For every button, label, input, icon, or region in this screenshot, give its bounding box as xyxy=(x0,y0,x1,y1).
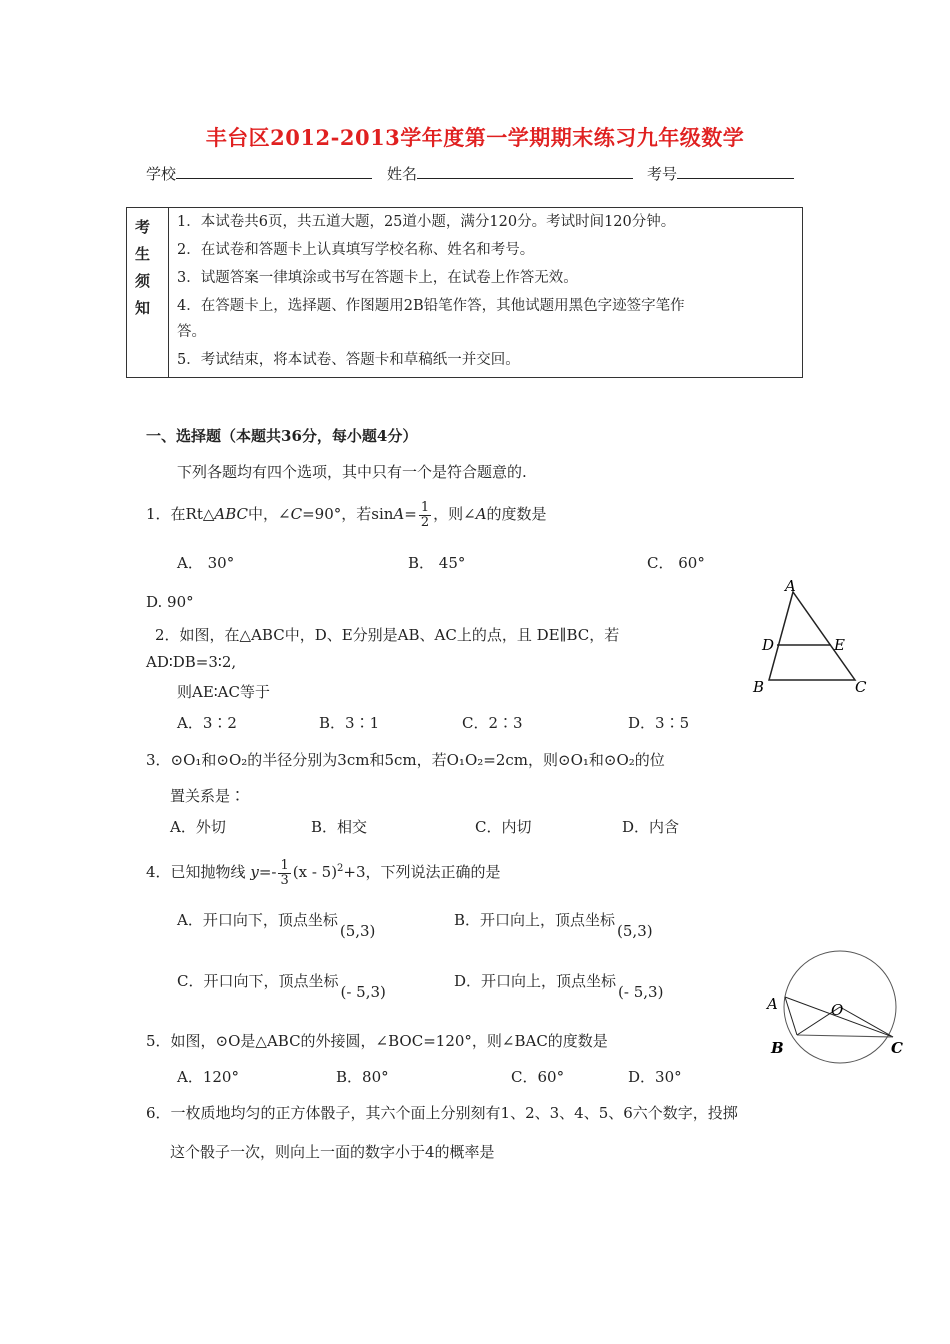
q1-option-c[interactable]: C． 60° xyxy=(647,554,705,572)
q1-option-a[interactable]: A． 30° xyxy=(177,554,235,572)
exam-notice-box xyxy=(126,207,803,378)
q1-var: C xyxy=(290,505,303,523)
q4-text: 4．已知抛物线 xyxy=(146,863,246,881)
option-label: A．开口向下，顶点坐标 xyxy=(177,911,338,929)
option-coord: (5,3) xyxy=(617,922,653,940)
question-2-ask: 则AE∶AC等于 xyxy=(177,683,270,701)
q3-option-b[interactable]: B．相交 xyxy=(311,818,368,836)
notice-item: 4．在答题卡上，选择题、作图题用2B铅笔作答，其他试题用黑色字迹签字笔作 xyxy=(177,298,685,314)
notice-side-char: 考 xyxy=(135,218,151,236)
school-label: 学校 xyxy=(146,165,177,183)
q5-option-d[interactable]: D．30° xyxy=(628,1068,682,1086)
name-blank[interactable] xyxy=(417,164,633,179)
q1-option-d[interactable]: D. 90° xyxy=(146,593,194,611)
q1-text: 1．在Rt△ xyxy=(146,505,215,523)
question-2-stem: 2．如图，在△ABC中，D、E分别是AB、AC上的点，且 DE∥BC，若 xyxy=(155,626,620,644)
q1-text: 中，∠ xyxy=(248,505,291,523)
question-6-stem: 6．一枚质地均匀的正方体骰子，其六个面上分别刻有1、2、3、4、5、6六个数字，投掷 xyxy=(146,1104,738,1122)
school-field[interactable] xyxy=(146,163,372,184)
notice-side-char: 须 xyxy=(135,272,151,290)
q4-text: +3 xyxy=(343,863,366,881)
q5-option-c[interactable]: C．60° xyxy=(511,1068,565,1086)
option-label: B．开口向上，顶点坐标 xyxy=(454,911,616,929)
q2-triangle-figure xyxy=(745,572,875,702)
question-1-stem xyxy=(146,495,547,533)
label-a: A xyxy=(767,995,778,1013)
school-blank[interactable] xyxy=(176,164,372,179)
q3-option-c[interactable]: C．内切 xyxy=(475,818,532,836)
q3-option-a[interactable]: A．外切 xyxy=(170,818,226,836)
option-coord: (5,3) xyxy=(339,922,376,940)
q4-text: =- xyxy=(258,863,277,881)
q2-option-d[interactable]: D．3∶5 xyxy=(628,714,690,732)
section-instructions: 下列各题均有四个选项，其中只有一个是符合题意的. xyxy=(177,463,527,481)
name-label: 姓名 xyxy=(387,165,418,183)
section-heading: 一、选择题（本题共36分，每小题4分） xyxy=(146,427,418,445)
label-d: D xyxy=(762,636,775,654)
q1-var: ABC xyxy=(214,505,249,523)
notice-item: 3．试题答案一律填涂或书写在答题卡上，在试卷上作答无效。 xyxy=(177,270,578,286)
label-b: B xyxy=(771,1039,784,1057)
q2-option-a[interactable]: A．3∶2 xyxy=(177,714,237,732)
question-6-stem-cont: 这个骰子一次，则向上一面的数字小于4的概率是 xyxy=(170,1143,495,1161)
option-coord: (- 5,3) xyxy=(618,983,664,1001)
question-5-stem: 5．如图，⊙O是△ABC的外接圆，∠BOC=120°，则∠BAC的度数是 xyxy=(146,1032,608,1050)
notice-item: 2．在试卷和答题卡上认真填写学校名称、姓名和考号。 xyxy=(177,242,535,258)
segment-ab xyxy=(785,997,797,1035)
q4-option-a[interactable] xyxy=(177,909,376,940)
notice-side-char: 知 xyxy=(135,299,151,317)
option-coord: (- 5,3) xyxy=(340,983,386,1001)
exam-number-blank[interactable] xyxy=(677,164,794,179)
q5-option-a[interactable]: A．120° xyxy=(177,1068,239,1086)
q4-option-c[interactable] xyxy=(177,970,386,1001)
exam-number-label: 考号 xyxy=(647,165,678,183)
q4-option-d[interactable] xyxy=(454,970,664,1001)
q4-fraction xyxy=(278,859,290,888)
notice-item: 答。 xyxy=(177,324,206,340)
q4-exponent: 2 xyxy=(337,863,344,874)
page-title: 丰台区2012-2013学年度第一学期期末练习九年级数学 xyxy=(205,125,745,150)
q4-text: ，下列说法正确的是 xyxy=(365,863,501,881)
q1-fraction xyxy=(419,501,431,530)
question-3-stem-cont: 置关系是∶ xyxy=(170,787,246,805)
notice-side-char: 生 xyxy=(135,245,151,263)
fraction-numerator: 1 xyxy=(420,499,430,515)
label-a: A xyxy=(785,577,796,595)
q4-text: (x - 5) xyxy=(292,863,338,881)
notice-side-label xyxy=(127,208,169,377)
q1-text: 的度数是 xyxy=(486,505,547,523)
notice-item: 1．本试卷共6页，共五道大题，25道小题，满分120分。考试时间120分钟。 xyxy=(177,214,676,230)
question-2-stem-cont: AD∶DB=3∶2, xyxy=(146,653,237,671)
label-c: C xyxy=(855,678,867,696)
question-3-stem: 3．⊙O₁和⊙O₂的半径分别为3cm和5cm，若O₁O₂=2cm，则⊙O₁和⊙O₂的位 xyxy=(146,751,665,769)
q1-var: A xyxy=(475,505,487,523)
q5-option-b[interactable]: B．80° xyxy=(336,1068,389,1086)
q5-circle-figure xyxy=(755,945,915,1065)
fraction-denominator: 2 xyxy=(420,514,430,530)
name-field[interactable] xyxy=(387,163,633,184)
label-c: C xyxy=(891,1039,903,1057)
q1-text: =90°，若sin xyxy=(302,505,394,523)
notice-item: 5．考试结束，将本试卷、答题卡和草稿纸一并交回。 xyxy=(177,352,520,368)
label-o: O xyxy=(831,1001,844,1019)
q1-text: ，则∠ xyxy=(433,505,476,523)
exam-number-field[interactable] xyxy=(647,163,794,184)
option-label: C．开口向下，顶点坐标 xyxy=(177,972,339,990)
segment-bc xyxy=(797,1035,893,1037)
fraction-denominator: 3 xyxy=(280,872,289,888)
q1-text: = xyxy=(404,505,417,523)
q1-var: A xyxy=(393,505,405,523)
q4-var: y xyxy=(250,863,259,881)
question-4-stem xyxy=(146,849,501,892)
q1-option-b[interactable]: B． 45° xyxy=(408,554,466,572)
q3-option-d[interactable]: D．内含 xyxy=(622,818,680,836)
q4-option-b[interactable] xyxy=(454,909,653,940)
fraction-numerator: 1 xyxy=(280,857,289,873)
q2-option-c[interactable]: C．2∶3 xyxy=(462,714,523,732)
q2-option-b[interactable]: B．3∶1 xyxy=(319,714,380,732)
label-b: B xyxy=(753,678,765,696)
label-e: E xyxy=(834,636,845,654)
option-label: D．开口向上，顶点坐标 xyxy=(454,972,617,990)
segment-oc xyxy=(840,1007,893,1037)
